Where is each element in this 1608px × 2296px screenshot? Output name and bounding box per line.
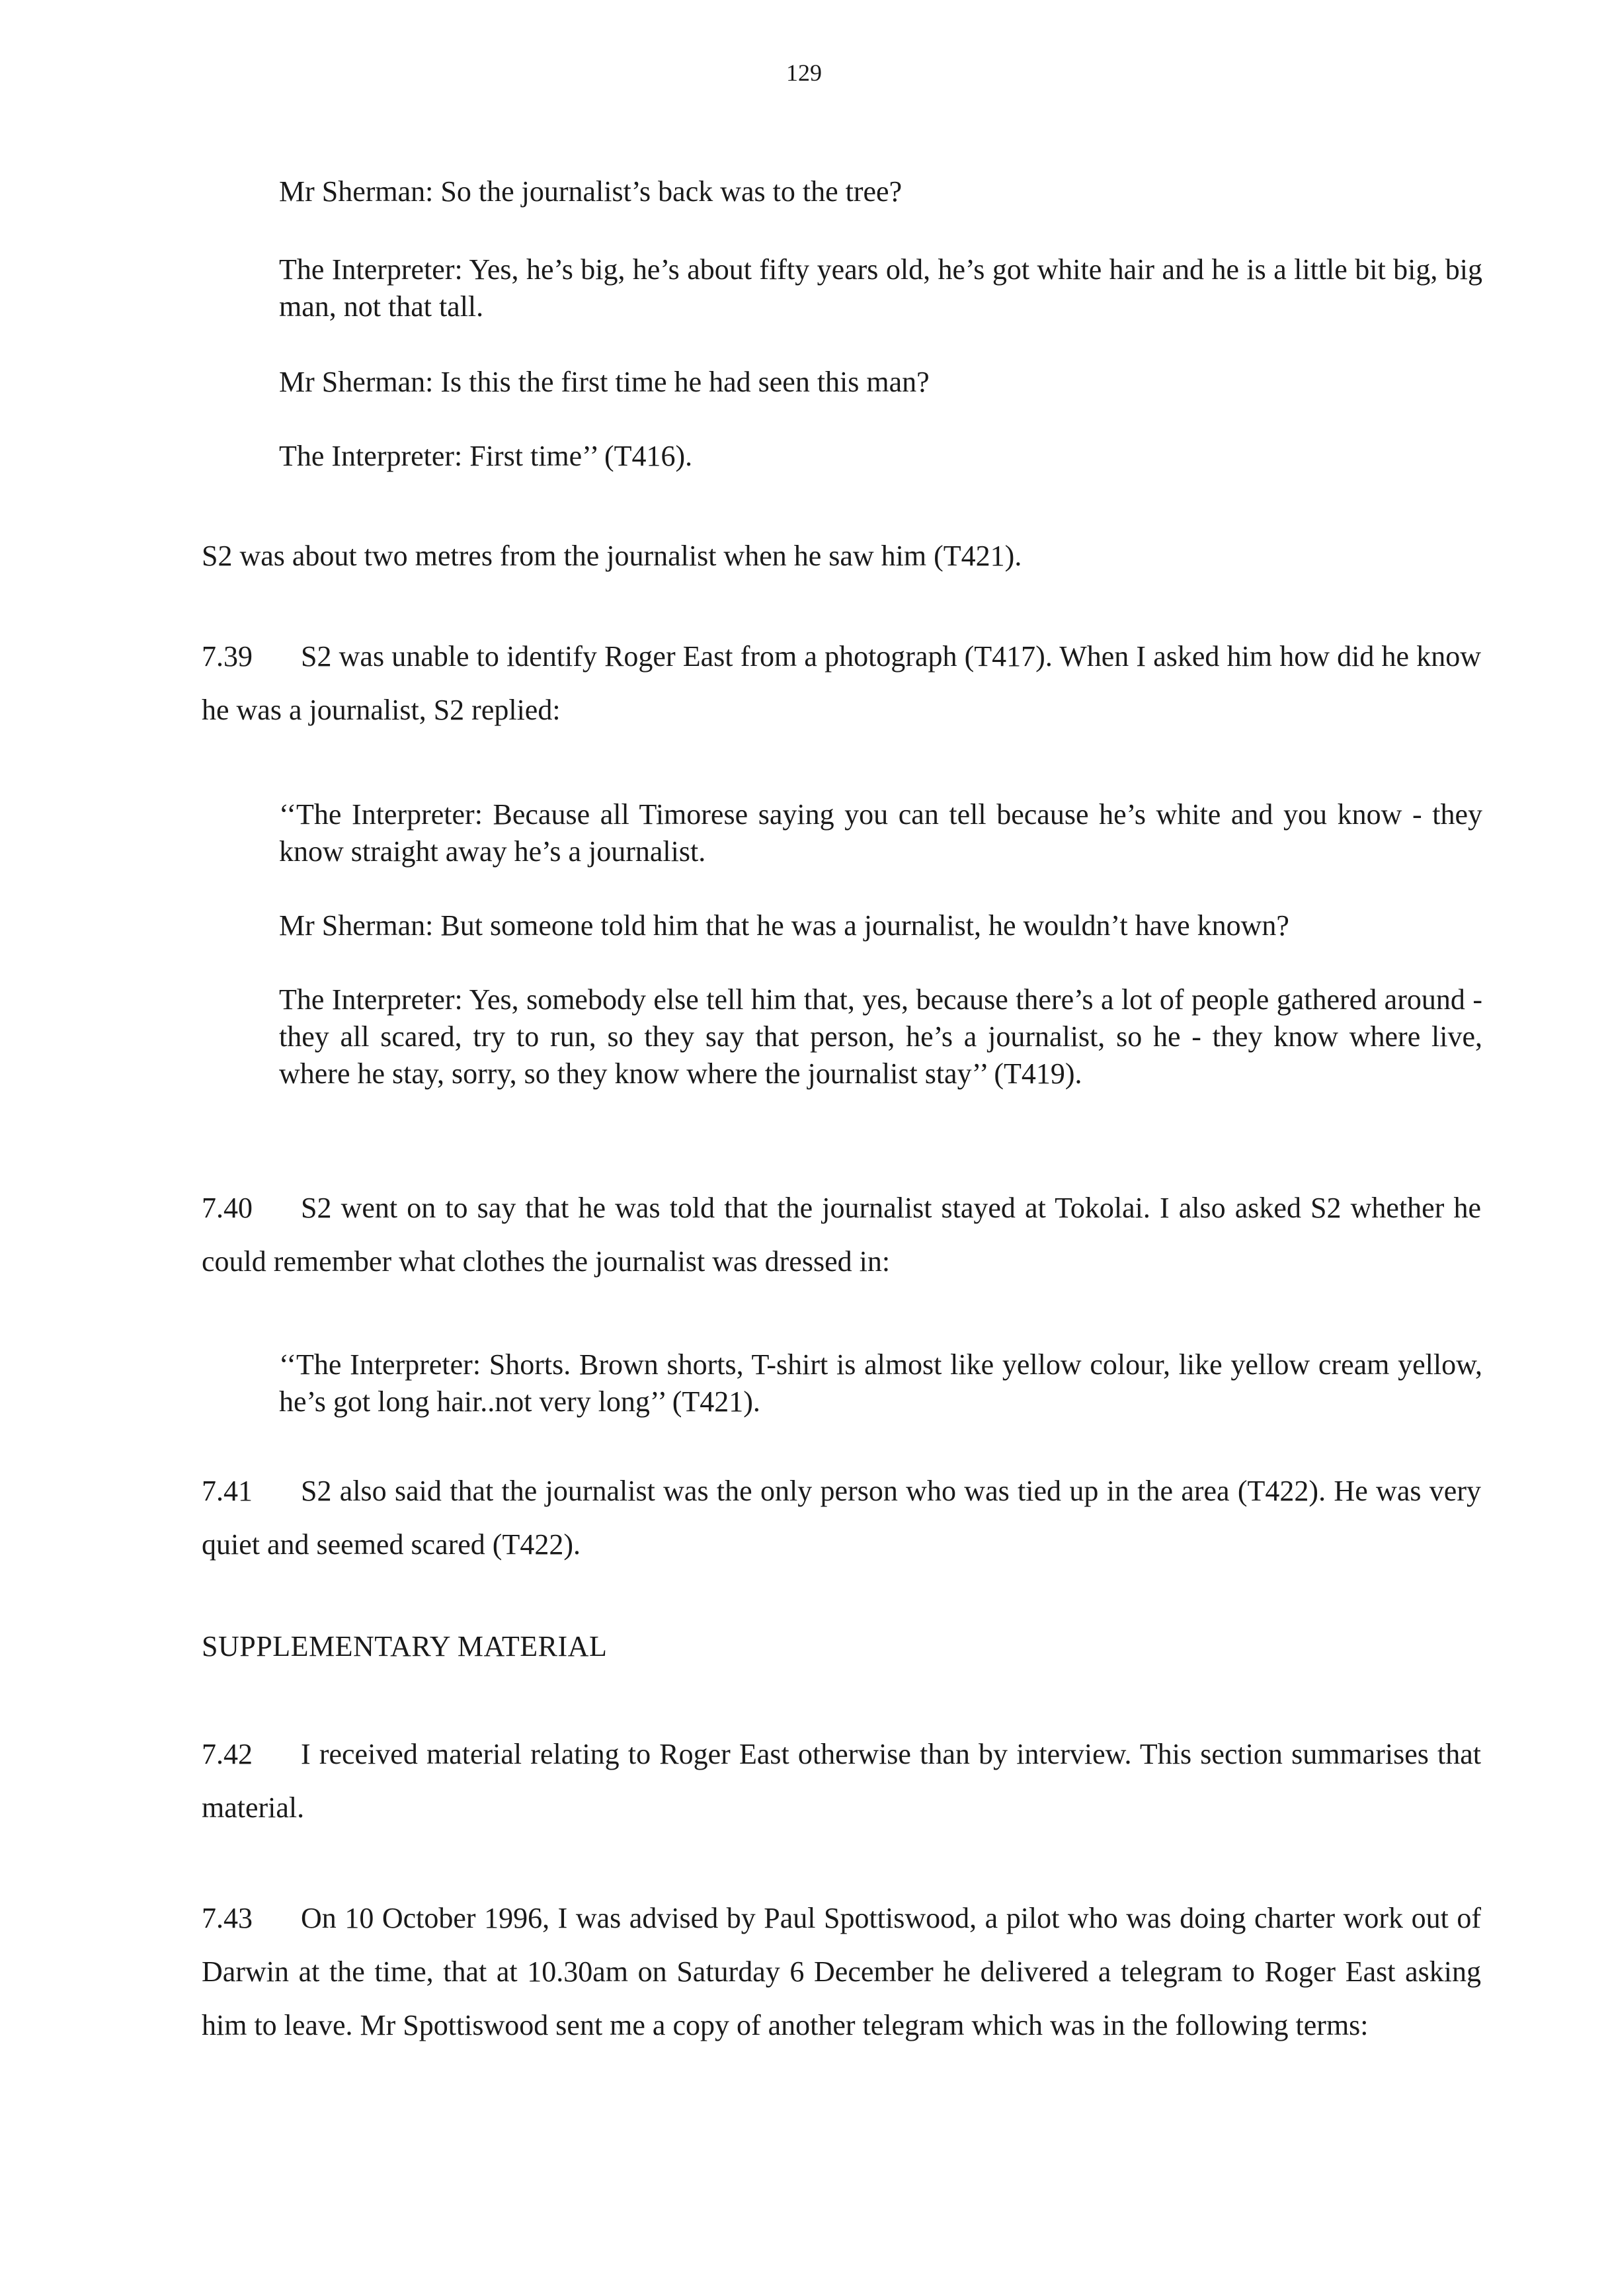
page-number: 129	[786, 60, 822, 86]
paragraph-7-39	[202, 630, 1481, 737]
paragraph-text: I received material relating to Roger East otherwise than by interview. This section summarises that material.	[202, 1738, 1481, 1824]
paragraph-number: 7.39	[202, 640, 253, 673]
paragraph-text: S2 went on to say that he was told that the journalist stayed at Tokolai. I also asked S2 whether he could remember what clothes the journalist was dressed in:	[202, 1192, 1481, 1278]
section-heading: SUPPLEMENTARY MATERIAL	[202, 1630, 608, 1662]
paragraph-number: 7.40	[202, 1192, 253, 1224]
transcript-line-interpreter-timorese: ‘‘The Interpreter: Because all Timorese saying you can tell because he’s white and you know - they know straight away he’s a journalist.	[279, 798, 1482, 868]
transcript-line-sherman-first-time: Mr Sherman: Is this the first time he had seen this man?	[279, 366, 930, 398]
paragraph-7-43	[202, 1891, 1481, 2052]
paragraph-s2-distance: S2 was about two metres from the journalist when he saw him (T421).	[202, 540, 1022, 572]
paragraph-text: S2 also said that the journalist was the only person who was tied up in the area (T422). He was very quiet and seemed scared (T422).	[202, 1475, 1481, 1561]
paragraph-text: S2 was unable to identify Roger East from a photograph (T417). When I asked him how did he know he was a journalist, S2 replied:	[202, 640, 1481, 726]
transcript-line-sherman-back-to-tree: Mr Sherman: So the journalist’s back was to the tree?	[279, 175, 903, 208]
transcript-line-interpreter-shorts: ‘‘The Interpreter: Shorts. Brown shorts, T-shirt is almost like yellow colour, like yellow cream yellow, he’s got long hair..not very long’’ (T421).	[279, 1348, 1482, 1418]
transcript-line-interpreter-gathered: The Interpreter: Yes, somebody else tell him that, yes, because there’s a lot of people gathered around - they all scared, try to run, so they say that person, he’s a journalist, so he - they know where live, where he stay, sorry, so they know where the journalist stay’’ (T419).	[279, 983, 1482, 1090]
paragraph-7-40	[202, 1181, 1481, 1288]
paragraph-number: 7.43	[202, 1902, 253, 1934]
transcript-line-sherman-someone-told: Mr Sherman: But someone told him that he was a journalist, he wouldn’t have known?	[279, 909, 1289, 942]
transcript-line-interpreter-description: The Interpreter: Yes, he’s big, he’s about fifty years old, he’s got white hair and he is a little bit big, big man, not that tall.	[279, 253, 1482, 323]
paragraph-number: 7.42	[202, 1738, 253, 1770]
paragraph-text: On 10 October 1996, I was advised by Paul Spottiswood, a pilot who was doing charter work out of Darwin at the time, that at 10.30am on Saturday 6 December he delivered a telegram to Roger East asking him to leave. Mr Spottiswood sent me a copy of another telegram which was in the following terms:	[202, 1902, 1481, 2041]
paragraph-7-42	[202, 1727, 1481, 1834]
paragraph-number: 7.41	[202, 1475, 253, 1507]
paragraph-7-41	[202, 1464, 1481, 1571]
transcript-line-interpreter-first-time: The Interpreter: First time’’ (T416).	[279, 440, 693, 472]
